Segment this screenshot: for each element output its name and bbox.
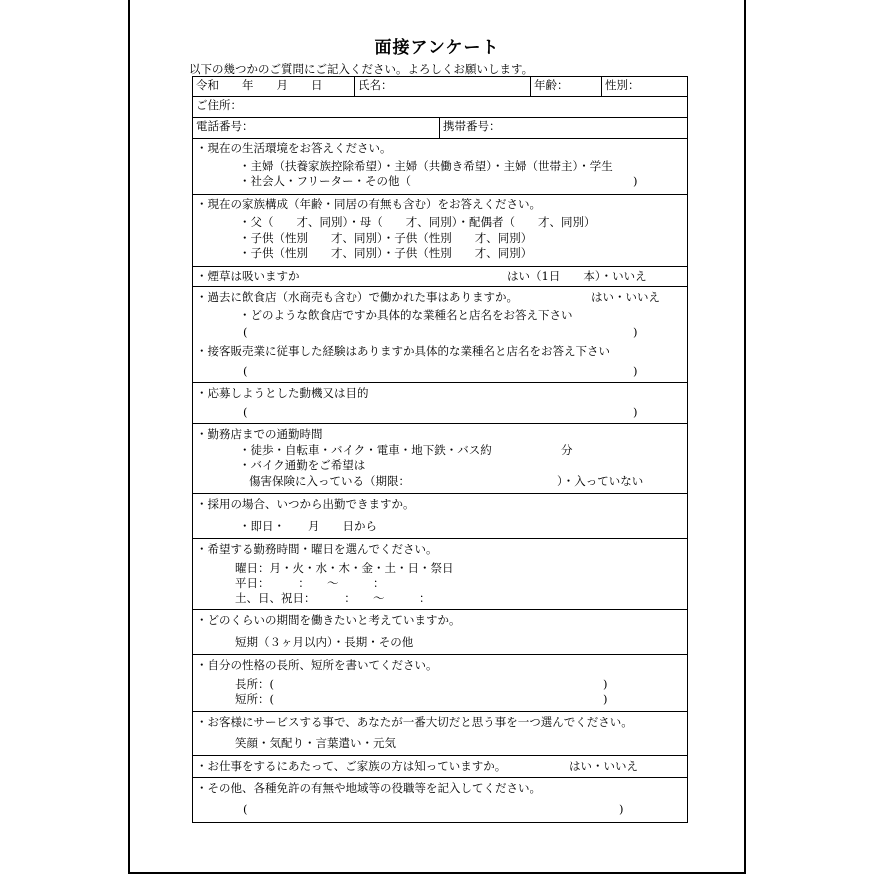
name-field[interactable]: 氏名： <box>355 77 531 96</box>
hours-question: ・希望する勤務時間・曜日を選んでください。 <box>196 542 438 556</box>
commute-minutes: 分 <box>561 443 573 457</box>
date-field[interactable]: 令和 年 月 日 <box>193 77 355 96</box>
weekday-hours[interactable]: 平日： ： 〜 ： <box>235 576 385 590</box>
family-aware-answer[interactable]: はい・いいえ <box>569 759 638 773</box>
other-section <box>193 778 687 822</box>
address-row <box>193 97 687 118</box>
motive-close-paren: ) <box>633 405 638 419</box>
insurance-prompt[interactable]: 傷害保険に入っている（期限： <box>249 474 410 488</box>
family-line-1[interactable]: ・父（ 才、同別）・母（ 才、同別）・配偶者（ 才、同別） <box>239 215 596 229</box>
motive-open-paren[interactable]: ( <box>243 405 248 419</box>
other-question: ・その他、各種免許の有無や地域等の役職等を記入してください。 <box>196 781 541 795</box>
weakness-close-paren: ) <box>603 692 608 706</box>
motive-section <box>193 383 687 424</box>
period-answer[interactable]: 短期（３ヶ月以内）・長期・その他 <box>235 635 414 649</box>
form-page <box>128 0 746 874</box>
phone-row <box>193 118 687 139</box>
other-close-paren: ) <box>619 802 624 816</box>
intro-text: 以下の幾つかのご質問にご記入ください。よろしくお願いします。 <box>189 62 534 76</box>
mobile-field[interactable]: 携帯番号： <box>443 119 501 133</box>
age-field[interactable]: 年齢： <box>531 77 602 96</box>
start-answer[interactable]: ・即日・ 月 日から <box>239 519 377 533</box>
family-section <box>193 195 687 267</box>
living-close-paren: ) <box>633 174 638 188</box>
weakness-field[interactable]: 短所：( <box>235 692 274 706</box>
family-aware-question: ・お仕事をするにあたって、ご家族の方は知っていますか。 <box>196 759 507 773</box>
other-open-paren[interactable]: ( <box>243 802 248 816</box>
commute-question: ・勤務店までの通勤時間 <box>196 427 323 441</box>
hours-section <box>193 539 687 610</box>
page-title: 面接アンケート <box>374 38 500 58</box>
living-question: ・現在の生活環境をお答えください。 <box>196 141 392 155</box>
service-question: ・お客様にサービスする事で、あなたが一番大切だと思う事を一つ選んでください。 <box>196 715 633 729</box>
restaurant-question: ・過去に飲食店（水商売も含む）で働かれた事はありますか。 <box>196 290 518 304</box>
personality-section <box>193 655 687 712</box>
family-aware-section <box>193 756 687 778</box>
family-line-2[interactable]: ・子供（性別 才、同別）・子供（性別 才、同別） <box>239 231 533 245</box>
strength-close-paren: ) <box>603 677 608 691</box>
header-row <box>193 77 687 97</box>
restaurant-detail-prompt: ・どのような飲食店ですか具体的な業種名と店名をお答え下さい <box>239 308 573 322</box>
phone-field[interactable]: 電話番号： <box>193 118 440 138</box>
smoke-question: ・煙草は吸いますか <box>196 269 300 283</box>
motive-question: ・応募しようとした動機又は目的 <box>196 386 369 400</box>
personality-question: ・自分の性格の長所、短所を書いてください。 <box>196 658 438 672</box>
bike-commute-prompt: ・バイク通勤をご希望は <box>239 458 366 472</box>
family-line-3[interactable]: ・子供（性別 才、同別）・子供（性別 才、同別） <box>239 246 533 260</box>
living-options-1[interactable]: ・主婦（扶養家族控除希望）・主婦（共働き希望）・主婦（世帯主）・学生 <box>239 159 613 173</box>
weekday-options[interactable]: 曜日：月・火・水・木・金・土・日・祭日 <box>235 561 454 575</box>
service-section <box>193 712 687 756</box>
smoke-answer[interactable]: はい（1日 本）・いいえ <box>507 269 647 283</box>
living-options-2[interactable]: ・社会人・フリーター・その他（ <box>239 174 412 188</box>
restaurant-answer[interactable]: はい・いいえ <box>591 290 660 304</box>
restaurant-close-paren: ) <box>633 325 638 339</box>
gender-field[interactable]: 性別： <box>605 78 640 92</box>
strength-field[interactable]: 長所：( <box>235 677 274 691</box>
address-field[interactable]: ご住所： <box>196 98 242 112</box>
questionnaire-form <box>192 76 688 823</box>
start-question: ・採用の場合、いつから出勤できますか。 <box>196 497 415 511</box>
family-question: ・現在の家族構成（年齢・同居の有無も含む）をお答えください。 <box>196 197 541 211</box>
smoke-section <box>193 267 687 287</box>
period-question: ・どのくらいの期間を働きたいと考えていますか。 <box>196 613 461 627</box>
living-section <box>193 139 687 195</box>
start-section <box>193 494 687 539</box>
insurance-no[interactable]: ）・入っていない <box>557 474 644 488</box>
sales-open-paren: ( <box>243 364 248 378</box>
commute-options[interactable]: ・徒歩・自転車・バイク・電車・地下鉄・バス約 <box>239 443 492 457</box>
period-section <box>193 610 687 655</box>
service-answer[interactable]: 笑顔・気配り・言葉遣い・元気 <box>235 736 396 750</box>
sales-close-paren: ) <box>633 364 638 378</box>
experience-section <box>193 287 687 383</box>
sales-question: ・接客販売業に従事した経験はありますか具体的な業種名と店名をお答え下さい <box>196 344 610 358</box>
weekend-hours[interactable]: 土、日、祝日： ： 〜 ： <box>235 591 431 605</box>
restaurant-open-paren: ( <box>243 325 248 339</box>
commute-section <box>193 424 687 494</box>
